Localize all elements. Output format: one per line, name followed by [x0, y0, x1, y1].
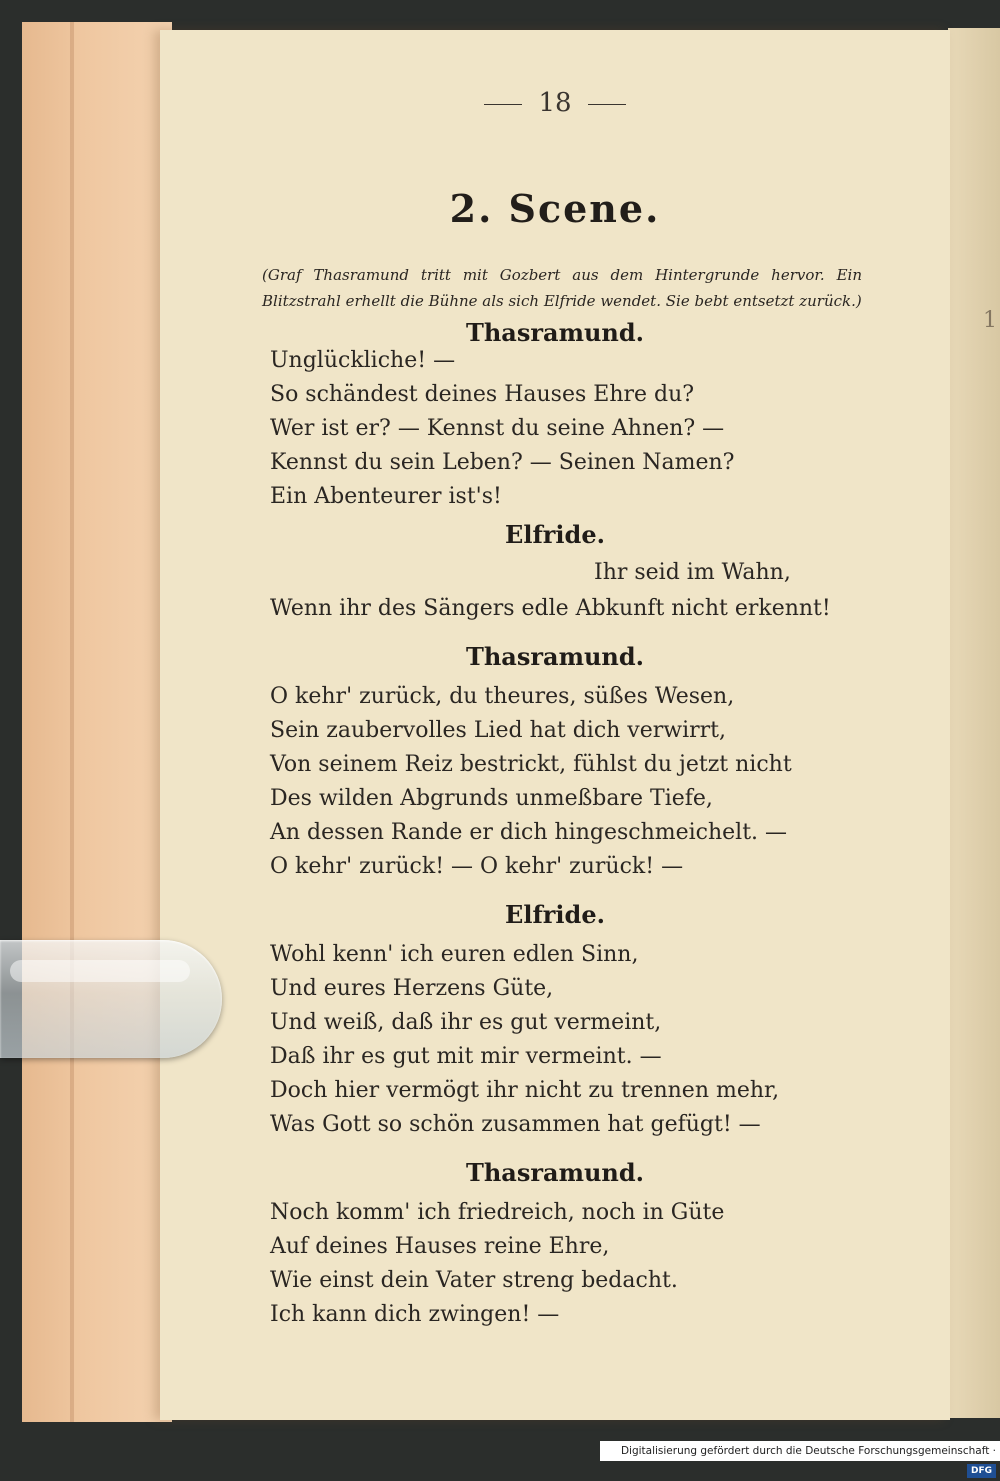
book-page: [160, 30, 950, 1420]
verse-line: Unglückliche! —: [270, 348, 456, 373]
page-number: 18: [538, 88, 572, 118]
page-stack-edges: [22, 22, 172, 1422]
plastic-page-clip: [0, 940, 222, 1058]
verse-line: Wenn ihr des Sängers edle Abkunft nicht erkennt!: [270, 596, 831, 621]
verse-line: Ich kann dich zwingen! —: [270, 1302, 560, 1327]
speaker-name: Thasramund.: [466, 642, 644, 671]
verse-line: Und weiß, daß ihr es gut vermeint,: [270, 1010, 662, 1035]
verse-line: Sein zaubervolles Lied hat dich verwirrt,: [270, 718, 726, 743]
verse-line: O kehr' zurück, du theures, süßes Wesen,: [270, 684, 735, 709]
speaker-name: Thasramund.: [466, 1158, 644, 1187]
verse-line: Kennst du sein Leben? — Seinen Namen?: [270, 450, 735, 475]
verse-line: Von seinem Reiz bestrickt, fühlst du jetzt nicht: [270, 752, 792, 777]
speaker-name: Thasramund.: [466, 318, 644, 347]
facing-page-edge: [948, 28, 1000, 1418]
verse-line: An dessen Rande er dich hingeschmeichelt. —: [270, 820, 788, 845]
verse-line: O kehr' zurück! — O kehr' zurück! —: [270, 854, 684, 879]
verse-line: Ein Abenteurer ist's!: [270, 484, 502, 509]
scene-title: 2. Scene.: [449, 186, 661, 231]
page-header: [160, 88, 950, 118]
verse-line: Und eures Herzens Güte,: [270, 976, 554, 1001]
footer-credit: [600, 1441, 1000, 1476]
verse-line: Doch hier vermögt ihr nicht zu trennen mehr,: [270, 1078, 780, 1103]
dfg-logo: DFG: [967, 1464, 996, 1478]
speaker-name: Elfride.: [505, 520, 605, 549]
header-dash-right: [588, 104, 626, 105]
verse-line: Auf deines Hauses reine Ehre,: [270, 1234, 610, 1259]
verse-line: Wer ist er? — Kennst du seine Ahnen? —: [270, 416, 725, 441]
verse-line: Wie einst dein Vater streng bedacht.: [270, 1268, 678, 1293]
verse-line: Noch komm' ich friedreich, noch in Güte: [270, 1200, 725, 1225]
footer-text: Digitalisierung gefördert durch die Deutsche Forschungsgemeinschaft ·: [620, 1445, 996, 1457]
verse-line: Wohl kenn' ich euren edlen Sinn,: [270, 942, 639, 967]
speaker-name: Elfride.: [505, 900, 605, 929]
verse-line: Was Gott so schön zusammen hat gefügt! —: [270, 1112, 761, 1137]
verse-line: Des wilden Abgrunds unmeßbare Tiefe,: [270, 786, 713, 811]
stage-direction: (Graf Thasramund tritt mit Gozbert aus dem Hintergrunde hervor. Ein Blitzstrahl erhellt die Bühne als sich Elfride wendet. Sie bebt entsetzt zurück.): [262, 266, 862, 310]
verse-line: Daß ihr es gut mit mir vermeint. —: [270, 1044, 662, 1069]
bleed-through-mark: 1: [983, 308, 997, 333]
verse-line: Ihr seid im Wahn,: [594, 560, 791, 585]
verse-line: So schändest deines Hauses Ehre du?: [270, 382, 695, 407]
header-dash-left: [484, 104, 522, 105]
